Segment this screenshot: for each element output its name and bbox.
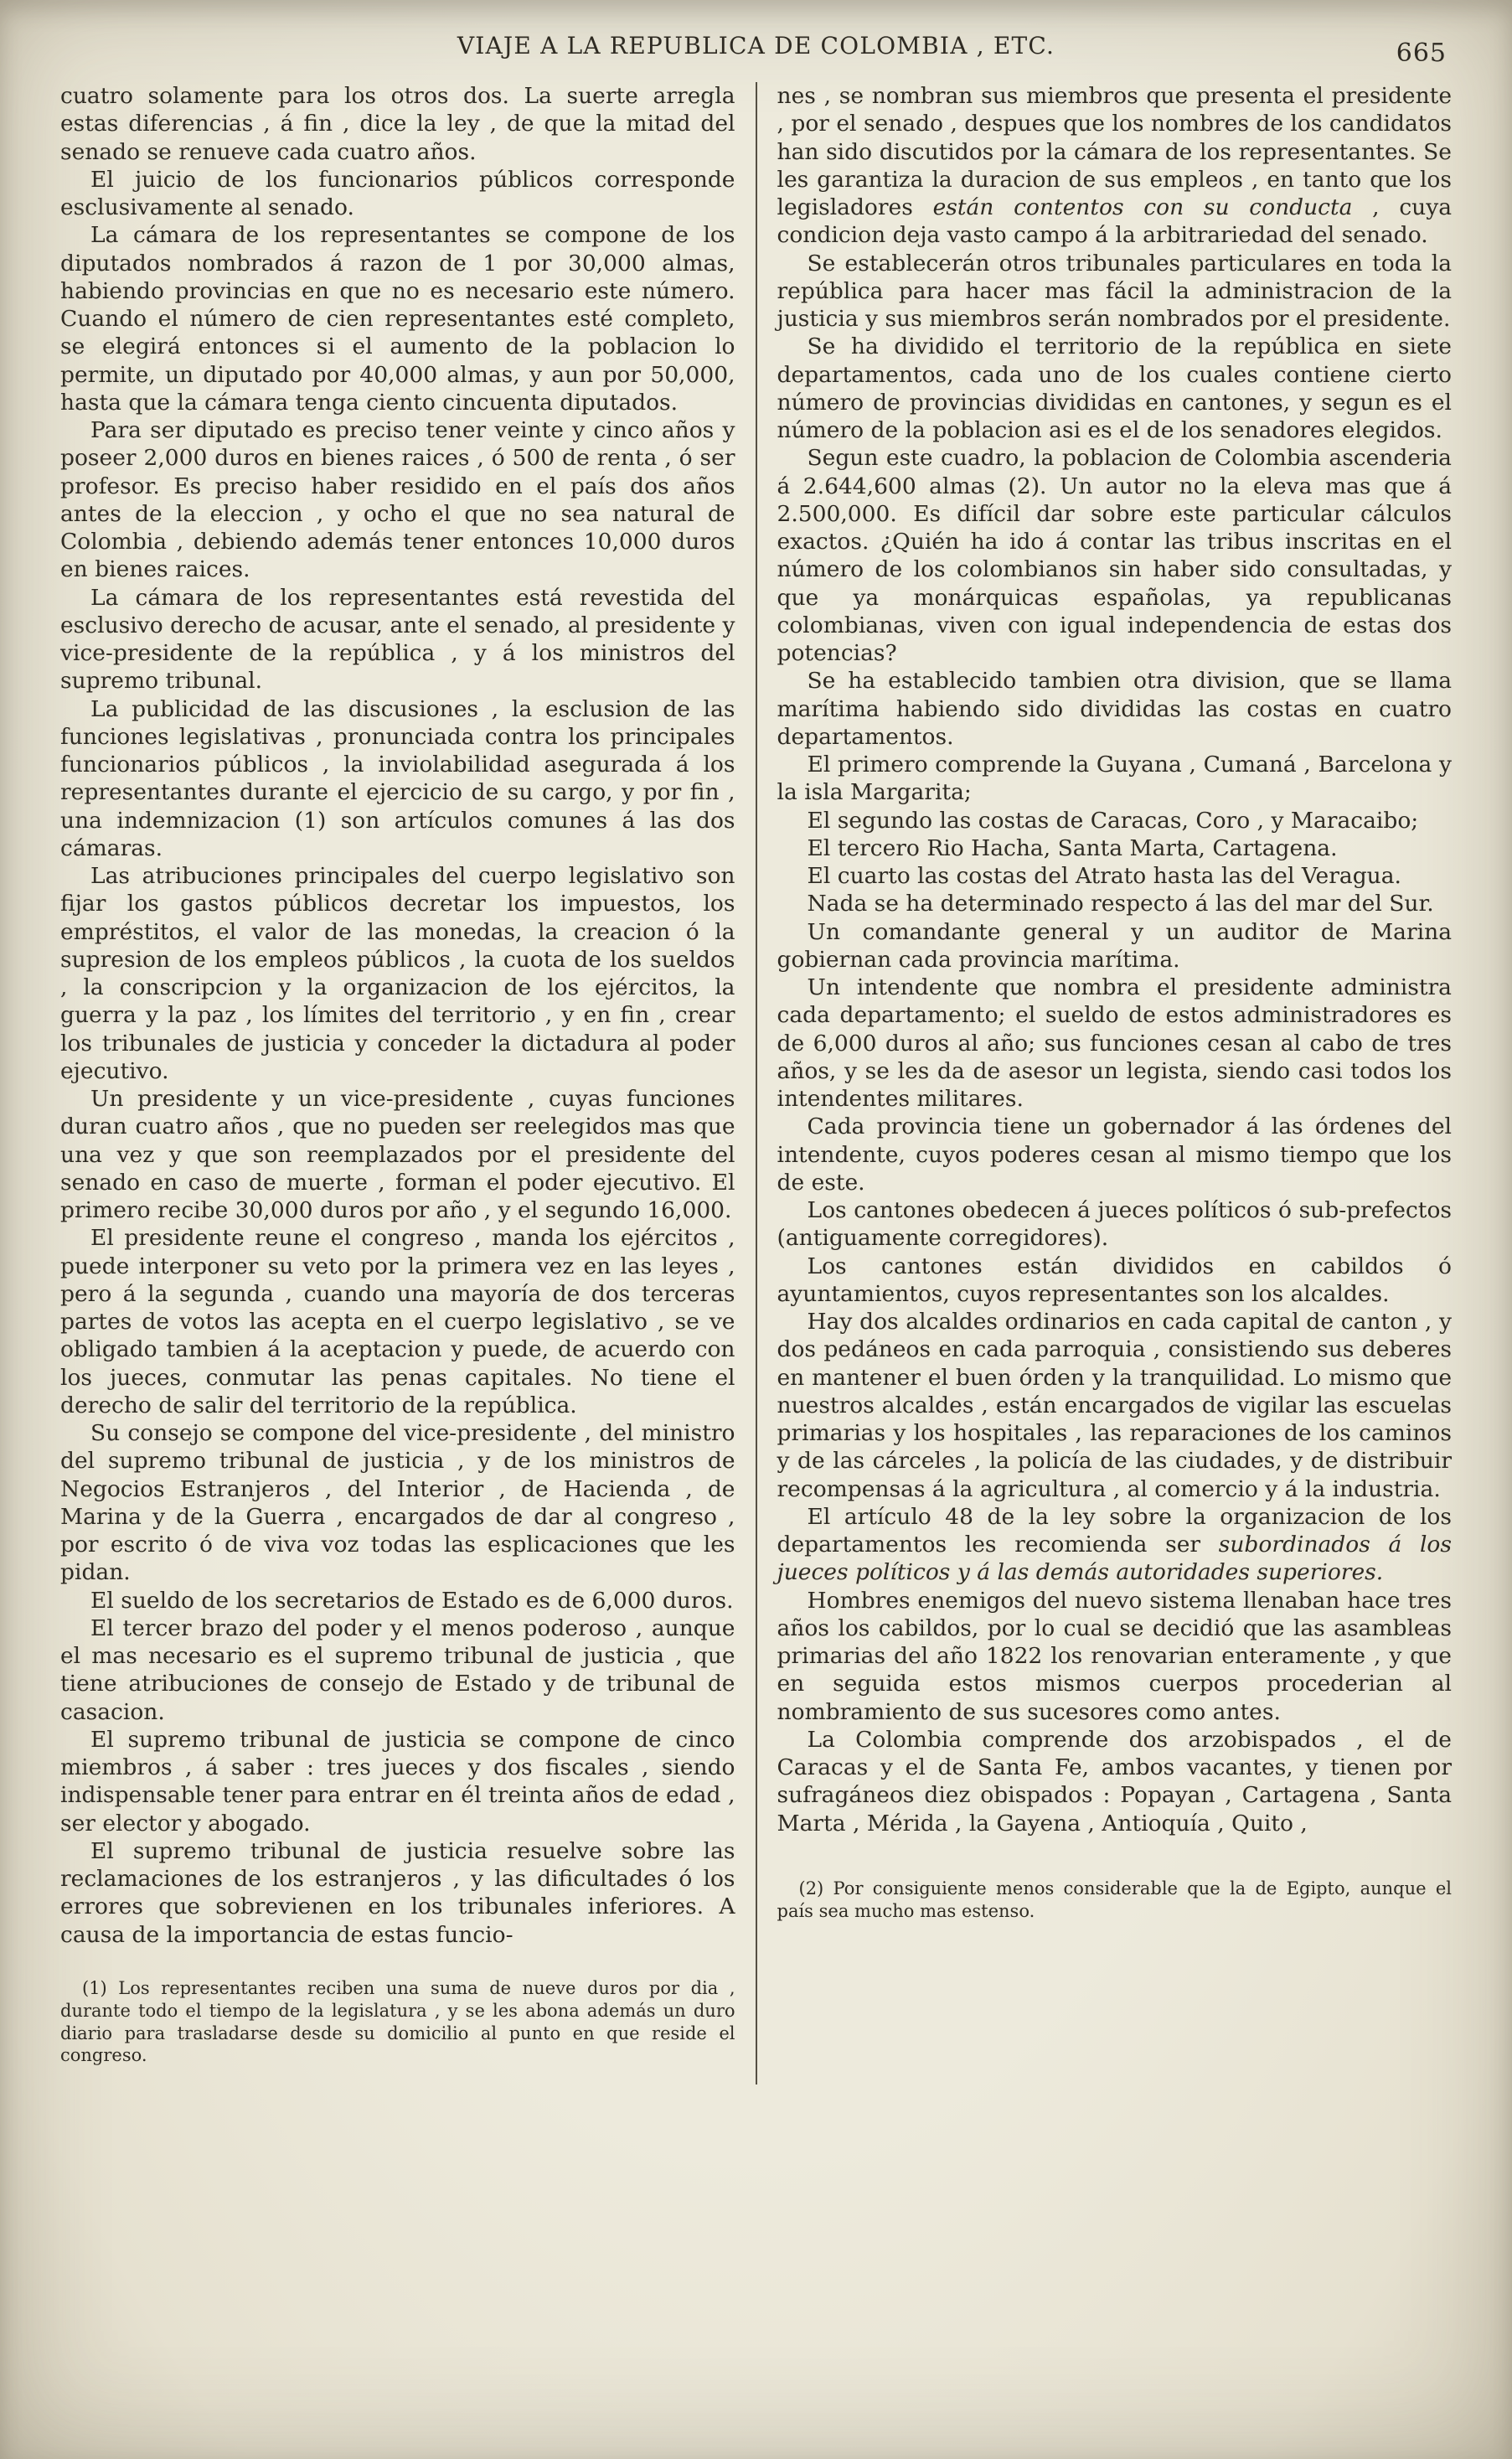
paragraph	[777, 250, 1453, 333]
paragraph	[777, 974, 1453, 1113]
paragraph	[60, 82, 735, 166]
text-run: Cada provincia tiene un gobernador á las órdenes del intendente, cuyos poderes cesan al mismo tiempo que los de este.	[777, 1113, 1452, 1196]
italic-text-run: están contentos con su conducta	[932, 194, 1353, 220]
paragraph	[777, 1308, 1453, 1503]
paragraph	[777, 1726, 1453, 1837]
footnote: (2) Por consiguiente menos considerable que la de Egipto, aunque el país sea mucho mas estenso.	[777, 1878, 1452, 1921]
paragraph	[60, 695, 735, 863]
running-title: VIAJE A LA REPUBLICA DE COLOMBIA , ETC.	[457, 32, 1055, 59]
italic-text-run: subordinados á los jueces políticos y á las demás autoridades superiores.	[777, 1532, 1452, 1586]
text-run: El tercero Rio Hacha, Santa Marta, Cartagena.	[807, 834, 1338, 861]
text-run: Las atribuciones principales del cuerpo legislativo son fijar los gastos públicos decretar los impuestos, los empréstitos, el valor de las monedas, la creacion ó la supresion de los empleos públicos , la cuota de los sueldos , la conscripcion y la organizacion de los ejércitos, la guerra y la paz , los límites del territorio , y en fin , crear los tribunales de justicia y conceder la dictadura al poder ejecutivo.	[60, 863, 735, 1084]
text-run: Se establecerán otros tribunales particulares en toda la república para hacer mas fácil la administracion de la justicia y sus miembros serán nombrados por el presidente.	[777, 250, 1452, 332]
text-run: Se ha establecido tambien otra division, que se llama marítima habiendo sido divididas las costas en cuatro departamentos.	[777, 668, 1452, 750]
text-run: Un intendente que nombra el presidente administra cada departamento; el sueldo de estos administradores es de 6,000 duros al año; sus funciones cesan al cabo de tres años, y se les da de asesor un legista, siendo casi todos los intendentes militares.	[777, 974, 1452, 1112]
text-run: Segun este cuadro, la poblacion de Colombia ascenderia á 2.644,600 almas (2). Un autor no la eleva mas que á 2.500,000. Es difícil dar sobre este particular cálculos exactos. ¿Quién ha ido á contar las tribus inscritas en el número de los colombianos sin haber sido consultadas, y que ya monárquicas españolas, ya republicanas colombianas, viven con igual independencia de estas dos potencias?	[777, 445, 1452, 666]
text-run: El artículo 48 de la ley sobre la organizacion de los departamentos les recomienda ser	[777, 1503, 1452, 1558]
paragraph	[777, 1503, 1453, 1587]
text-run: El primero comprende la Guyana , Cumaná , Barcelona y la isla Margarita;	[777, 752, 1452, 806]
paragraph	[60, 862, 735, 1085]
text-run: El tercer brazo del poder y el menos poderoso , aunque el mas necesario es el supremo tribunal de justicia , que tiene atribuciones de consejo de Estado y de tribunal de casacion.	[60, 1614, 735, 1725]
text-run: Su consejo se compone del vice-presidente , del ministro del supremo tribunal de justicia , y de los ministros de Negocios Estranjeros , del Interior , de Hacienda , de Marina y de la Guerra , encargados de dar al congreso , por escrito ó de viva voz todas las esplicaciones que les pidan.	[60, 1420, 735, 1586]
paragraph	[60, 1419, 735, 1587]
text-run: El presidente reune el congreso , manda los ejércitos , puede interponer su veto por la primera vez en las leyes , pero á la segunda , cuando una mayoría de dos terceras partes de votos las acepta en el cuerpo legislativo , se ve obligado tambien á la aceptacion y puede, de acuerdo con los jueces, conmutar las penas capitales. No tiene el derecho de salir del territorio de la república.	[60, 1225, 735, 1418]
paragraph	[60, 166, 735, 222]
paragraph	[777, 1587, 1453, 1726]
text-run: El supremo tribunal de justicia se compone de cinco miembros , á saber : tres jueces y dos fiscales , siendo indispensable tener para entrar en él treinta años de edad , ser elector y abogado.	[60, 1726, 735, 1837]
text-run: El sueldo de los secretarios de Estado es de 6,000 duros.	[90, 1587, 734, 1614]
paragraph	[60, 584, 735, 695]
right-column	[756, 82, 1453, 2084]
text-run: Un comandante general y un auditor de Marina gobiernan cada provincia marítima.	[777, 918, 1452, 973]
paragraph	[777, 862, 1453, 890]
paragraph	[777, 834, 1453, 862]
page-header	[60, 28, 1452, 77]
paragraph	[777, 918, 1453, 974]
paragraph	[777, 890, 1453, 917]
paragraph	[60, 1224, 735, 1419]
paragraph	[777, 82, 1453, 250]
text-run: El segundo las costas de Caracas, Coro , y Maracaibo;	[807, 807, 1419, 834]
paragraph	[777, 333, 1453, 444]
text-run: Hay dos alcaldes ordinarios en cada capital de canton , y dos pedáneos en cada parroquia , consistiendo sus deberes en mantener el buen órden y la tranquilidad. Lo mismo que nuestros alcaldes , están encargados de vigilar las escuelas primarias y los hospitales , las reparaciones de los caminos y de las cárceles , la policía de las ciudades, y de distribuir recompensas á la agricultura , al comercio y á la industria.	[777, 1309, 1452, 1502]
text-run: El supremo tribunal de justicia resuelve sobre las reclamaciones de los estranjeros , y las dificultades ó los errores que sobrevienen en los tribunales inferiores. A causa de la importancia de estas funcio-	[60, 1837, 735, 1948]
text-run: La Colombia comprende dos arzobispados , el de Caracas y el de Santa Fe, ambos vacantes, y tienen por sufragáneos diez obispados : Popayan , Cartagena , Santa Marta , Mérida , la Gayena , Antioquía , Quito ,	[777, 1726, 1452, 1837]
text-run: Para ser diputado es preciso tener veinte y cinco años y poseer 2,000 duros en bienes raices , ó 500 de renta , ó ser profesor. Es preciso haber residido en el país dos años antes de la eleccion , y ocho el que no sea natural de Colombia , debiendo además tener entonces 10,000 duros en bienes raices.	[60, 417, 735, 583]
paragraph	[777, 751, 1453, 807]
text-run: Los cantones están divididos en cabildos ó ayuntamientos, cuyos representantes son los alcaldes.	[777, 1253, 1452, 1307]
paragraph	[60, 1614, 735, 1726]
text-run: Un presidente y un vice-presidente , cuyas funciones duran cuatro años , que no pueden ser reelegidos mas que una vez y que son reemplazados por el presidente del senado en caso de muerte , forman el poder ejecutivo. El primero recibe 30,000 duros por año , y el segundo 16,000.	[60, 1086, 735, 1223]
paragraph	[60, 416, 735, 584]
text-run: cuatro solamente para los otros dos. La suerte arregla estas diferencias , á fin , dice la ley , de que la mitad del senado se renueve cada cuatro años.	[60, 83, 735, 165]
paragraph	[777, 667, 1453, 751]
text-run: , cuya condicion deja vasto campo á la arbitrariedad del senado.	[777, 194, 1453, 249]
footnote: (1) Los representantes reciben una suma de nueve duros por dia , durante todo el tiempo de la legislatura , y se les abona además un duro diario para trasladarse desde su domicilio al punto en que reside el congreso.	[60, 1977, 735, 2066]
paragraph	[60, 1837, 735, 1949]
text-run: Nada se ha determinado respecto á las del mar del Sur.	[807, 891, 1434, 917]
paragraph	[777, 1196, 1453, 1253]
page-number: 665	[1396, 39, 1447, 68]
text-run: La publicidad de las discusiones , la esclusion de las funciones legislativas , pronunciada contra los principales funcionarios públicos , la inviolabilidad asegurada á los representantes durante el ejercicio de su cargo, y por fin , una indemnizacion (1) son artículos comunes á las dos cámaras.	[60, 695, 735, 861]
paragraph	[60, 1587, 735, 1614]
text-run: Hombres enemigos del nuevo sistema llenaban hace tres años los cabildos, por lo cual se decidió que las asambleas primarias del año 1822 los renovarian enteramente , y que en seguida estos mismos cuerpos procederian al nombramiento de sus sucesores como antes.	[777, 1587, 1452, 1725]
text-run: Se ha dividido el territorio de la república en siete departamentos, cada uno de los cuales contiene cierto número de provincias divididas en cantones, y segun es el número de la poblacion asi es el de los senadores elegidos.	[777, 333, 1452, 443]
paragraph	[60, 1085, 735, 1224]
paragraph	[777, 1113, 1453, 1196]
text-run: El juicio de los funcionarios públicos corresponde esclusivamente al senado.	[60, 166, 735, 220]
paragraph	[777, 444, 1453, 667]
paragraph	[60, 221, 735, 416]
left-column	[60, 82, 756, 2084]
text-run: El cuarto las costas del Atrato hasta las del Veragua.	[807, 863, 1401, 889]
text-run: nes , se nombran sus miembros que presenta el presidente , por el senado , despues que los nombres de los candidatos han sido discutidos por la cámara de los representantes. Se les garantiza la duracion de sus empleos , en tanto que los legisladores	[777, 83, 1452, 220]
text-run: La cámara de los representantes se compone de los diputados nombrados á razon de 1 por 30,000 almas, habiendo provincias en que no es necesario este número. Cuando el número de cien representantes esté completo, se elegirá entonces si el aumento de la poblacion lo permite, un diputado por 40,000 almas, y aun por 50,000, hasta que la cámara tenga ciento cincuenta diputados.	[60, 222, 735, 416]
paragraph	[60, 1726, 735, 1837]
text-run: La cámara de los representantes está revestida del esclusivo derecho de acusar, ante el senado, al presidente y vice-presidente de la república , y á los ministros del supremo tribunal.	[60, 584, 735, 695]
paragraph	[777, 1253, 1453, 1309]
page-content	[60, 82, 1452, 2084]
paragraph	[777, 807, 1453, 834]
text-run: Los cantones obedecen á jueces políticos ó sub-prefectos (antiguamente corregidores).	[777, 1197, 1452, 1252]
